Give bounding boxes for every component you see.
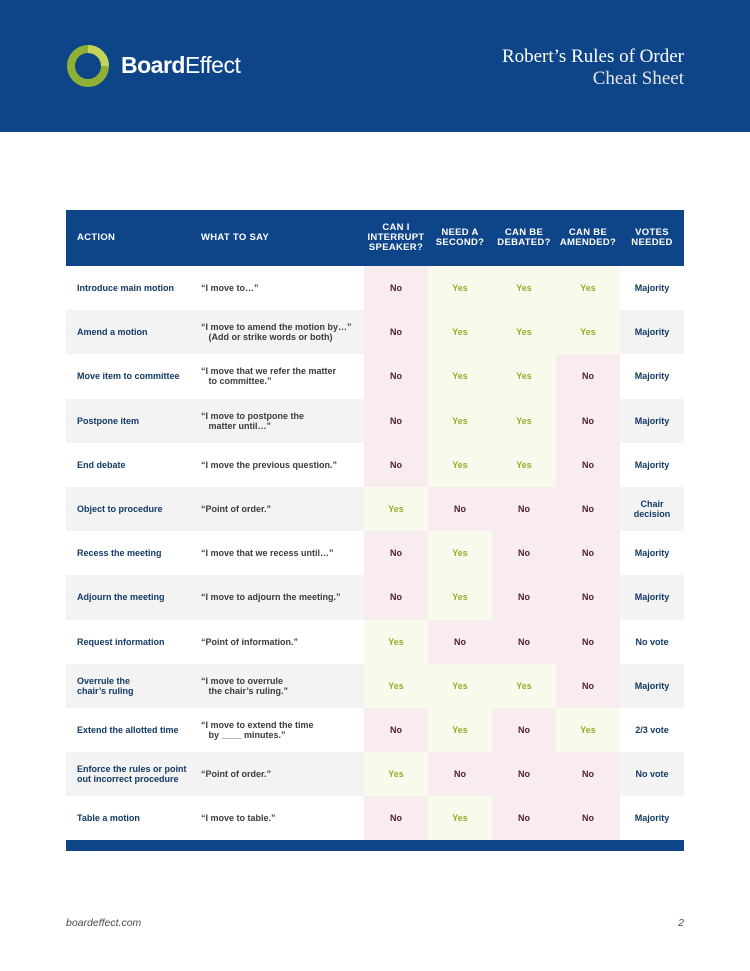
- page-title: [502, 46, 684, 90]
- table-row: [66, 443, 684, 487]
- amended-cell: No: [556, 752, 620, 796]
- interrupt-cell: No: [364, 354, 428, 398]
- debated-cell: No: [492, 531, 556, 575]
- table-row: [66, 708, 684, 752]
- second-cell: Yes: [428, 266, 492, 310]
- footer-url: boardeffect.com: [66, 917, 142, 929]
- amended-cell: No: [556, 575, 620, 619]
- column-header-what-to-say: WHAT TO SAY: [201, 232, 270, 243]
- amended-cell: No: [556, 487, 620, 531]
- action-cell: Request information: [77, 636, 165, 647]
- table-row: [66, 266, 684, 310]
- what-to-say-cell: “I move to…”: [201, 283, 259, 294]
- second-cell: Yes: [428, 575, 492, 619]
- table-row: [66, 620, 684, 664]
- column-header-action: ACTION: [77, 232, 116, 243]
- action-cell: Recess the meeting: [77, 548, 162, 559]
- table-footer-bar: [66, 840, 684, 851]
- votes-needed-cell: No vote: [635, 636, 669, 647]
- column-header-amended: CAN BE AMENDED?: [559, 227, 617, 248]
- second-cell: No: [428, 487, 492, 531]
- table-row: [66, 531, 684, 575]
- second-cell: Yes: [428, 664, 492, 708]
- action-cell: Postpone item: [77, 415, 140, 426]
- debated-cell: Yes: [492, 443, 556, 487]
- action-cell: Table a motion: [77, 813, 140, 824]
- votes-needed-cell: Majority: [634, 813, 670, 824]
- votes-needed-cell: 2/3 vote: [635, 724, 669, 735]
- what-to-say-cell: “Point of information.”: [201, 636, 298, 647]
- interrupt-cell: No: [364, 531, 428, 575]
- interrupt-cell: No: [364, 796, 428, 840]
- table-row: [66, 796, 684, 840]
- action-cell: Object to procedure: [77, 504, 163, 515]
- votes-needed-cell: Majority: [634, 548, 670, 559]
- what-to-say-cell: “Point of order.”: [201, 504, 272, 515]
- amended-cell: No: [556, 664, 620, 708]
- column-header-debated: CAN BE DEBATED?: [497, 227, 551, 248]
- amended-cell: Yes: [556, 708, 620, 752]
- interrupt-cell: Yes: [364, 664, 428, 708]
- debated-cell: Yes: [492, 310, 556, 354]
- votes-needed-cell: Majority: [634, 415, 670, 426]
- interrupt-cell: Yes: [364, 752, 428, 796]
- second-cell: Yes: [428, 708, 492, 752]
- logo-ring-icon: [66, 44, 110, 88]
- votes-needed-cell: Majority: [634, 680, 670, 691]
- votes-needed-cell: Majority: [634, 283, 670, 294]
- interrupt-cell: Yes: [364, 620, 428, 664]
- action-cell: Adjourn the meeting: [77, 592, 165, 603]
- debated-cell: No: [492, 620, 556, 664]
- table-row: [66, 310, 684, 354]
- amended-cell: No: [556, 796, 620, 840]
- column-header-votes: VOTES NEEDED: [631, 227, 673, 248]
- amended-cell: No: [556, 531, 620, 575]
- amended-cell: Yes: [556, 310, 620, 354]
- what-to-say-cell: “I move to extend the time by ____ minutes.”: [201, 719, 314, 740]
- table-row: [66, 575, 684, 619]
- what-to-say-cell: “I move to overrule the chair’s ruling.”: [201, 675, 289, 696]
- debated-cell: No: [492, 708, 556, 752]
- what-to-say-cell: “I move to table.”: [201, 813, 276, 824]
- table-row: [66, 487, 684, 531]
- votes-needed-cell: Majority: [634, 459, 670, 470]
- second-cell: No: [428, 752, 492, 796]
- table-header: [66, 210, 684, 266]
- debated-cell: No: [492, 752, 556, 796]
- title-line-1: Robert’s Rules of Order: [501, 46, 684, 67]
- debated-cell: No: [492, 575, 556, 619]
- amended-cell: Yes: [556, 266, 620, 310]
- action-cell: Move item to committee: [77, 371, 180, 382]
- votes-needed-cell: Majority: [634, 592, 670, 603]
- what-to-say-cell: “I move to postpone the matter until…”: [201, 410, 305, 431]
- second-cell: Yes: [428, 531, 492, 575]
- brand-logo: BoardEffect: [121, 52, 241, 78]
- table-row: [66, 354, 684, 398]
- amended-cell: No: [556, 620, 620, 664]
- header-banner: [0, 0, 750, 132]
- table-row: [66, 664, 684, 708]
- debated-cell: Yes: [492, 266, 556, 310]
- page-number: 2: [678, 917, 684, 929]
- debated-cell: Yes: [492, 354, 556, 398]
- interrupt-cell: No: [364, 310, 428, 354]
- second-cell: Yes: [428, 796, 492, 840]
- action-cell: End debate: [77, 459, 126, 470]
- title-line-2: Cheat Sheet: [592, 68, 684, 89]
- interrupt-cell: No: [364, 575, 428, 619]
- interrupt-cell: No: [364, 266, 428, 310]
- what-to-say-cell: “I move that we refer the matter to committee.”: [201, 366, 337, 387]
- amended-cell: No: [556, 443, 620, 487]
- amended-cell: No: [556, 399, 620, 443]
- votes-needed-cell: Majority: [634, 371, 670, 382]
- second-cell: Yes: [428, 443, 492, 487]
- action-cell: Extend the allotted time: [77, 724, 179, 735]
- rules-table: [66, 210, 684, 851]
- debated-cell: Yes: [492, 399, 556, 443]
- table-row: [66, 399, 684, 443]
- action-cell: Enforce the rules or point out incorrect procedure: [77, 764, 187, 785]
- column-header-interrupt: CAN I INTERRUPT SPEAKER?: [367, 222, 425, 253]
- what-to-say-cell: “I move to adjourn the meeting.”: [201, 592, 341, 603]
- amended-cell: No: [556, 354, 620, 398]
- votes-needed-cell: Chair decision: [633, 499, 671, 520]
- debated-cell: No: [492, 487, 556, 531]
- what-to-say-cell: “I move that we recess until…”: [201, 548, 334, 559]
- interrupt-cell: Yes: [364, 487, 428, 531]
- interrupt-cell: No: [364, 443, 428, 487]
- votes-needed-cell: Majority: [634, 327, 670, 338]
- column-header-second: NEED A SECOND?: [435, 227, 485, 248]
- action-cell: Amend a motion: [77, 327, 148, 338]
- second-cell: Yes: [428, 354, 492, 398]
- table-body: [66, 266, 684, 840]
- votes-needed-cell: No vote: [635, 769, 669, 780]
- interrupt-cell: No: [364, 708, 428, 752]
- action-cell: Overrule the chair’s ruling: [77, 675, 134, 696]
- second-cell: Yes: [428, 399, 492, 443]
- debated-cell: Yes: [492, 664, 556, 708]
- table-row: [66, 752, 684, 796]
- second-cell: No: [428, 620, 492, 664]
- second-cell: Yes: [428, 310, 492, 354]
- what-to-say-cell: “Point of order.”: [201, 769, 272, 780]
- action-cell: Introduce main motion: [77, 283, 175, 294]
- debated-cell: No: [492, 796, 556, 840]
- what-to-say-cell: “I move the previous question.”: [201, 459, 338, 470]
- what-to-say-cell: “I move to amend the motion by…” (Add or strike words or both): [201, 322, 352, 343]
- interrupt-cell: No: [364, 399, 428, 443]
